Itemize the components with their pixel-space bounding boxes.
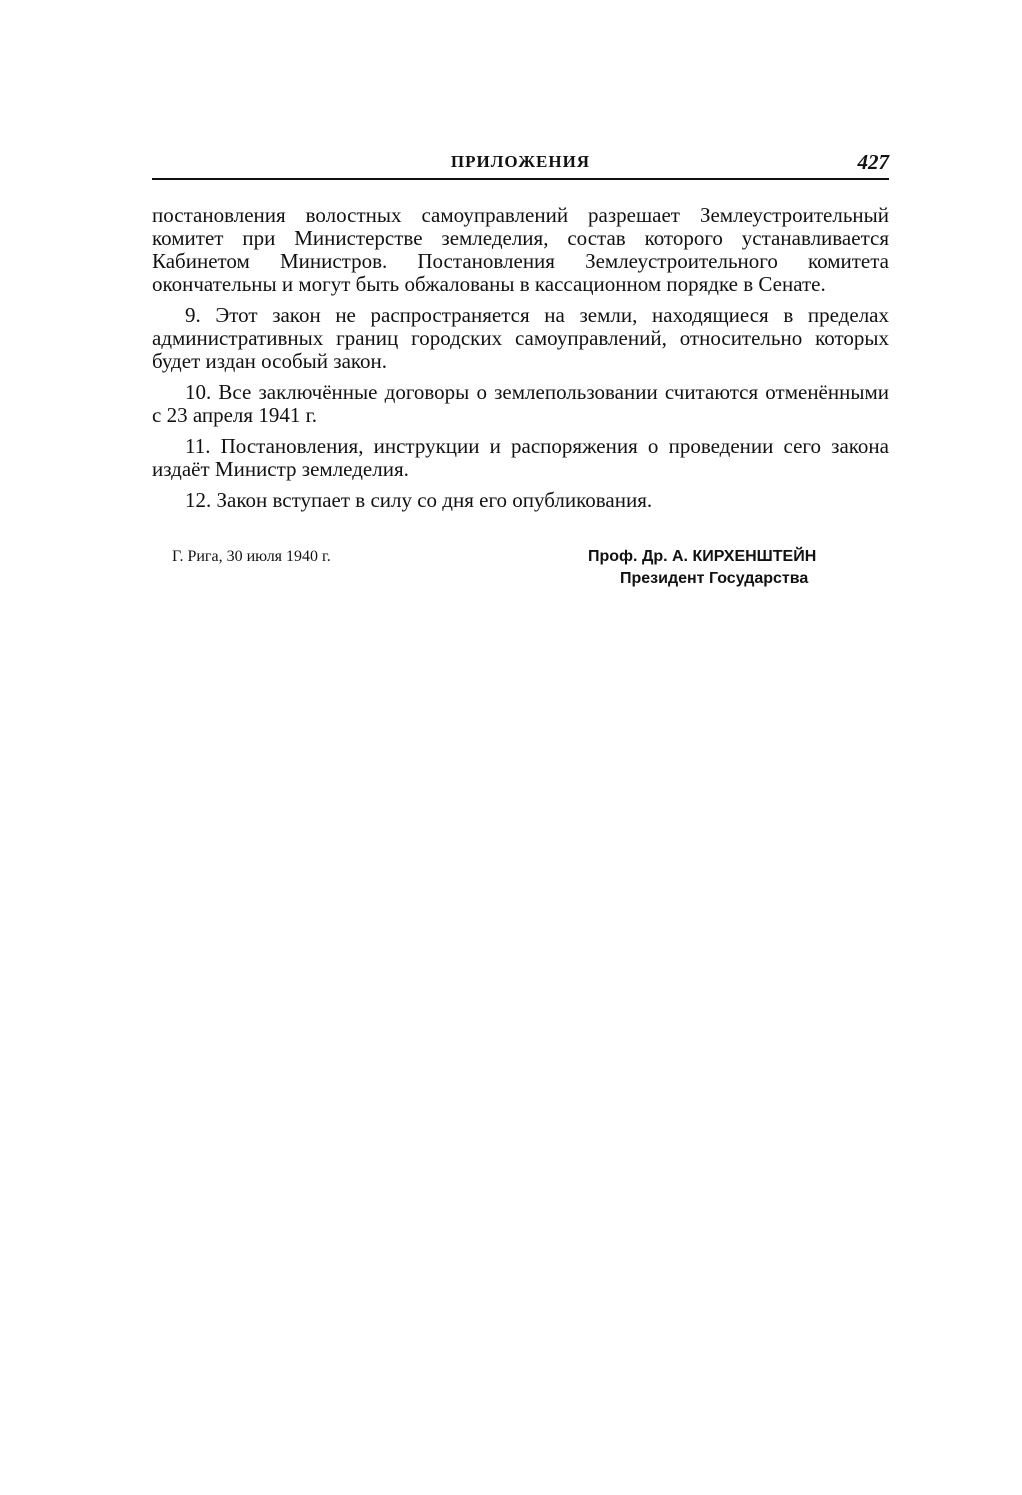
- document-page: [152, 140, 889, 598]
- article-10: 10. Все заключённые договоры о землепользовании считаются отменёнными с 23 апреля 1941 г.: [152, 380, 889, 427]
- article-12: 12. Закон вступает в силу со дня его опубликования.: [185, 488, 653, 512]
- page-number: 427: [857, 150, 889, 174]
- article-9: 9. Этот закон не распространяется на земли, находящиеся в пределах административных границ городских самоуправлений, относительно которых будет издан особый закон.: [152, 303, 889, 373]
- signatory-name: Проф. Др. А. КИРХЕНШТЕЙН: [588, 548, 817, 565]
- signatory-title: Президент Государства: [620, 570, 809, 587]
- signatory: [588, 548, 816, 588]
- article-11: 11. Постановления, инструкции и распоряжения о проведении сего закона издаёт Министр земледелия.: [152, 434, 889, 481]
- place-and-date: Г. Рига, 30 июля 1940 г.: [172, 548, 331, 565]
- running-title: ПРИЛОЖЕНИЯ: [450, 152, 591, 171]
- running-header: [152, 140, 889, 180]
- body-text: [152, 204, 889, 512]
- paragraph-continuation: постановления волостных самоуправлений разрешает Землеустроительный комитет при Министерстве земледелия, состав которого устанавливается Кабинетом Министров. Постановления Землеустроительного комитета окончательны и могут быть обжалованы в кассационном порядке в Сенате.: [152, 203, 889, 296]
- signature-block: [152, 548, 889, 598]
